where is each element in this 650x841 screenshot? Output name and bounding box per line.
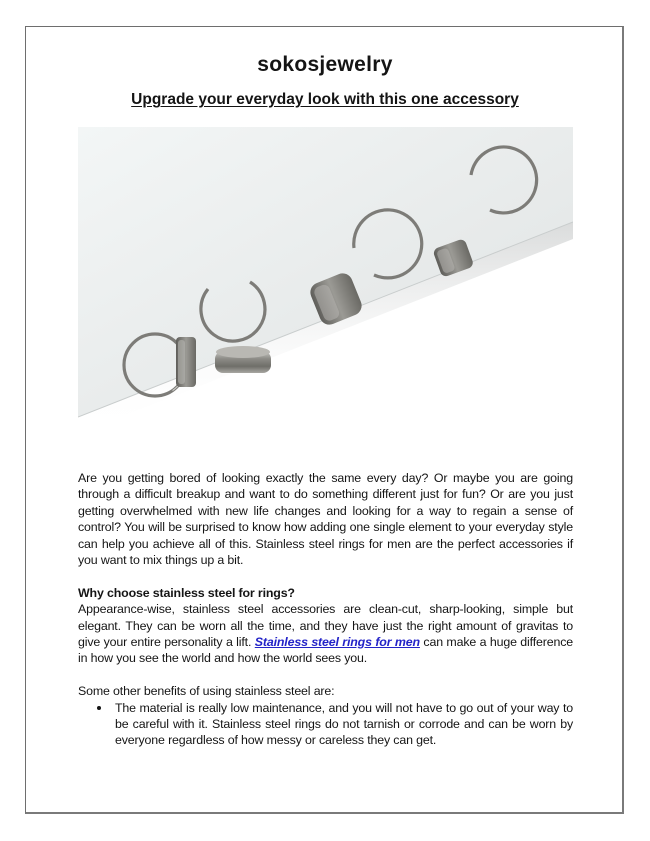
stainless-steel-rings-link[interactable]: Stainless steel rings for men [254,635,420,650]
hero-photo [78,127,573,457]
document-subtitle: Upgrade your everyday look with this one accessory [131,91,519,108]
paragraph-spacer [78,568,573,584]
brand-title: sokosjewelry [257,53,393,76]
intro-paragraph: Are you getting bored of looking exactly the same every day? Or maybe you are going through a difficult breakup and want to do something different just for fun? Or are you just getting overwhelmed with new life changes and looking for a way to regain a sense of control? You will be surprised to know how adding one single element to your everyday style can help you achieve all of this. Stainless steel rings for men are the perfect accessories if you want to mix things up a bit. [78,471,573,568]
bullet-icon [97,706,101,710]
section-paragraph [78,601,573,667]
section-text-before-link: Appearance-wise, stainless steel accessories are clean-cut, sharp-looking, simple but elegant. They can be worn all the time, and they have just the right amount of gravitas to give your entire personality a lift. [78,602,573,650]
photo-rings-icon [78,127,573,457]
section-heading: Why choose stainless steel for rings? [78,585,295,600]
benefits-intro: Some other benefits of using stainless steel are: [78,684,335,699]
paragraph-spacer [78,667,573,683]
section-text-after-link: can make a huge difference in how you see the world and how the world sees you. [78,635,573,666]
benefits-list [78,700,573,749]
benefit-text: The material is really low maintenance, and you will not have to go out of your way to be careful with it. Stainless steel rings do not tarnish or corrode and can be worn by everyone regardless of how messy or careless they can get. [115,700,573,748]
article-body [78,470,573,749]
benefit-item [78,700,573,749]
